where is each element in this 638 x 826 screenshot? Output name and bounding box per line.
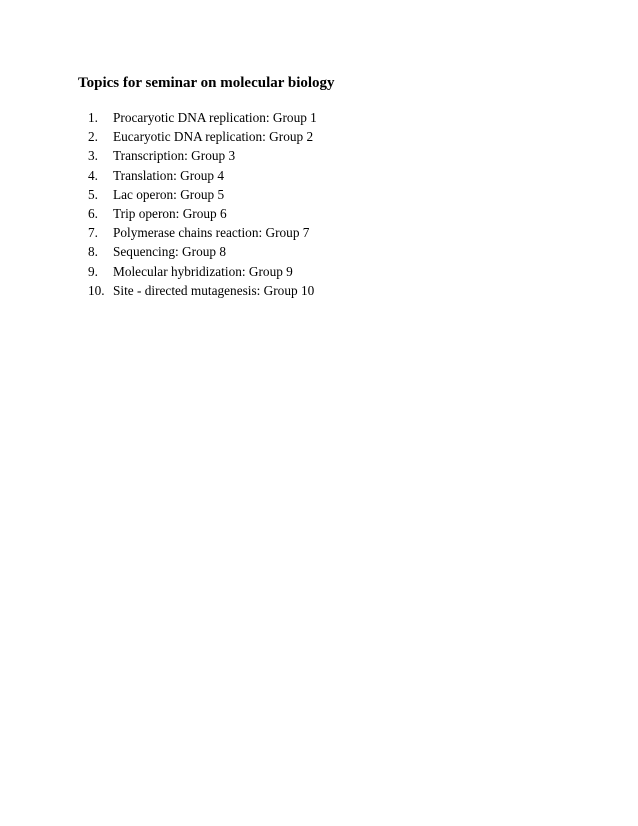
list-item-number: 7.	[88, 225, 98, 241]
list-item	[88, 204, 317, 223]
list-item-number: 3.	[88, 148, 98, 164]
list-item-number: 10.	[88, 282, 105, 298]
list-item-text: Polymerase chains reaction: Group 7	[113, 225, 310, 241]
list-item	[88, 127, 317, 146]
list-item	[88, 108, 317, 127]
list-item-number: 5.	[88, 186, 98, 202]
list-item-text: Sequencing: Group 8	[113, 244, 227, 260]
list-item-text: Transcription: Group 3	[113, 148, 236, 164]
list-item-number: 1.	[88, 110, 98, 125]
list-item-number: 4.	[88, 167, 98, 183]
list-item	[88, 146, 317, 165]
list-item-text: Site - directed mutagenesis: Group 10	[113, 282, 315, 298]
list-item	[88, 262, 317, 281]
list-item-text: Lac operon: Group 5	[113, 186, 225, 202]
list-item-number: 2.	[88, 129, 98, 145]
list-item-number: 9.	[88, 263, 98, 279]
list-item-text: Eucaryotic DNA replication: Group 2	[113, 129, 314, 145]
list-item	[88, 223, 317, 242]
list-item	[88, 185, 317, 204]
list-item	[88, 281, 317, 300]
list-item-number: 6.	[88, 206, 98, 222]
list-item-number: 8.	[88, 244, 98, 260]
list-item	[88, 242, 317, 261]
topic-list	[88, 108, 317, 300]
list-item	[88, 166, 317, 185]
document-title: Topics for seminar on molecular biology	[78, 75, 335, 91]
list-item-text: Trip operon: Group 6	[113, 206, 227, 222]
list-item-text: Procaryotic DNA replication: Group 1	[113, 110, 317, 125]
list-item-text: Translation: Group 4	[113, 167, 225, 183]
list-item-text: Molecular hybridization: Group 9	[113, 263, 293, 279]
